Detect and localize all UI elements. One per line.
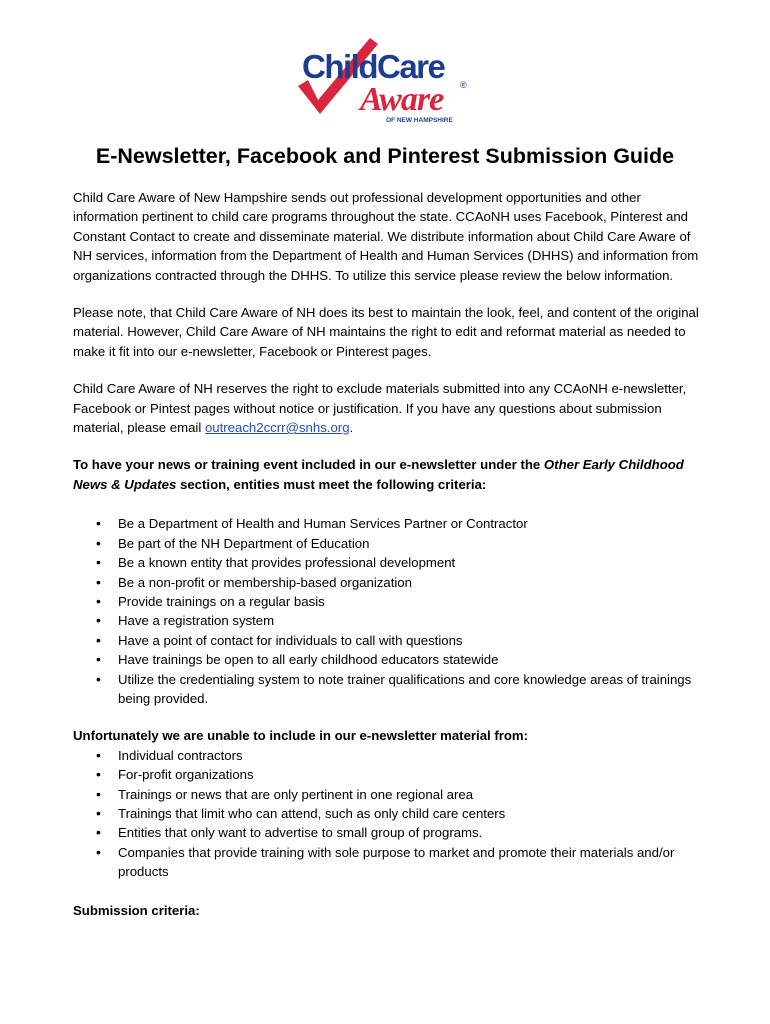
child-care-aware-logo <box>294 34 474 126</box>
list-item: • Provide trainings on a regular basis <box>73 592 707 611</box>
reserve-paragraph <box>73 379 707 437</box>
list-item: • Individual contractors <box>73 746 707 765</box>
list-item: • Be a known entity that provides professional development <box>73 553 707 572</box>
logo-line2: Aware <box>360 81 444 118</box>
list-item: • Trainings that limit who can attend, such as only child care centers <box>73 804 707 823</box>
list-item: • Have a registration system <box>73 611 707 630</box>
email-link[interactable]: outreach2ccrr@snhs.org <box>204 420 350 436</box>
list-item: • Entities that only want to advertise to small group of programs. <box>73 823 707 842</box>
logo-graphic <box>294 34 474 126</box>
exclusions-list <box>73 746 707 882</box>
reserve-text: Child Care Aware of NH reserves the right to exclude materials submitted into any CCAoNH e-newsletter, Facebook or Pintest pages without notice or justification. If you have any questions about submission material, please email <box>73 381 687 436</box>
list-item: • Be a Department of Health and Human Services Partner or Contractor <box>73 514 707 533</box>
criteria-list <box>73 514 707 708</box>
page-title: E-Newsletter, Facebook and Pinterest Submission Guide <box>95 144 675 168</box>
note-paragraph: Please note, that Child Care Aware of NH does its best to maintain the look, feel, and content of the original material. However, Child Care Aware of NH maintains the right to edit and reformat material as needed to make it fit into our e-newsletter, Facebook or Pinterest pages. <box>73 305 699 359</box>
exclusions-heading: Unfortunately we are unable to include in our e-newsletter material from: <box>73 728 529 744</box>
list-item: • Utilize the credentialing system to note trainer qualifications and core knowledge areas of trainings being provided. <box>73 670 707 709</box>
logo-line1: ChildCare <box>302 48 445 85</box>
list-item: • Trainings or news that are only pertinent in one regional area <box>73 785 707 804</box>
registered-mark: ® <box>460 80 467 90</box>
logo-subtitle: OF NEW HAMPSHIRE <box>386 117 453 124</box>
list-item: • Be part of the NH Department of Education <box>73 534 707 553</box>
list-item: • Have a point of contact for individuals to call with questions <box>73 631 707 650</box>
intro-paragraph: Child Care Aware of New Hampshire sends out professional development opportunities and other information pertinent to child care programs throughout the state. CCAoNH uses Facebook, Pinterest and Constant Contact to create and disseminate material. We distribute information about Child Care Aware of NH services, information from the Department of Health and Human Services (DHHS) and information from organizations contracted through the DHHS. To utilize this service please review the below information. <box>73 190 699 283</box>
criteria-heading <box>73 455 707 494</box>
criteria-heading-start: To have your news or training event included in our e-newsletter under the <box>73 457 544 473</box>
criteria-heading-section: Other Early Childhood News & Updates <box>73 457 684 492</box>
submission-heading: Submission criteria: <box>73 902 200 918</box>
document-body <box>73 188 707 920</box>
list-item: • Companies that provide training with sole purpose to market and promote their materials and/or products <box>73 843 707 882</box>
reserve-end: . <box>349 420 354 436</box>
list-item: • Be a non-profit or membership-based organization <box>73 573 707 592</box>
criteria-heading-end: section, entities must meet the following criteria: <box>176 476 487 492</box>
list-item: • For-profit organizations <box>73 765 707 784</box>
list-item: • Have trainings be open to all early childhood educators statewide <box>73 650 707 669</box>
